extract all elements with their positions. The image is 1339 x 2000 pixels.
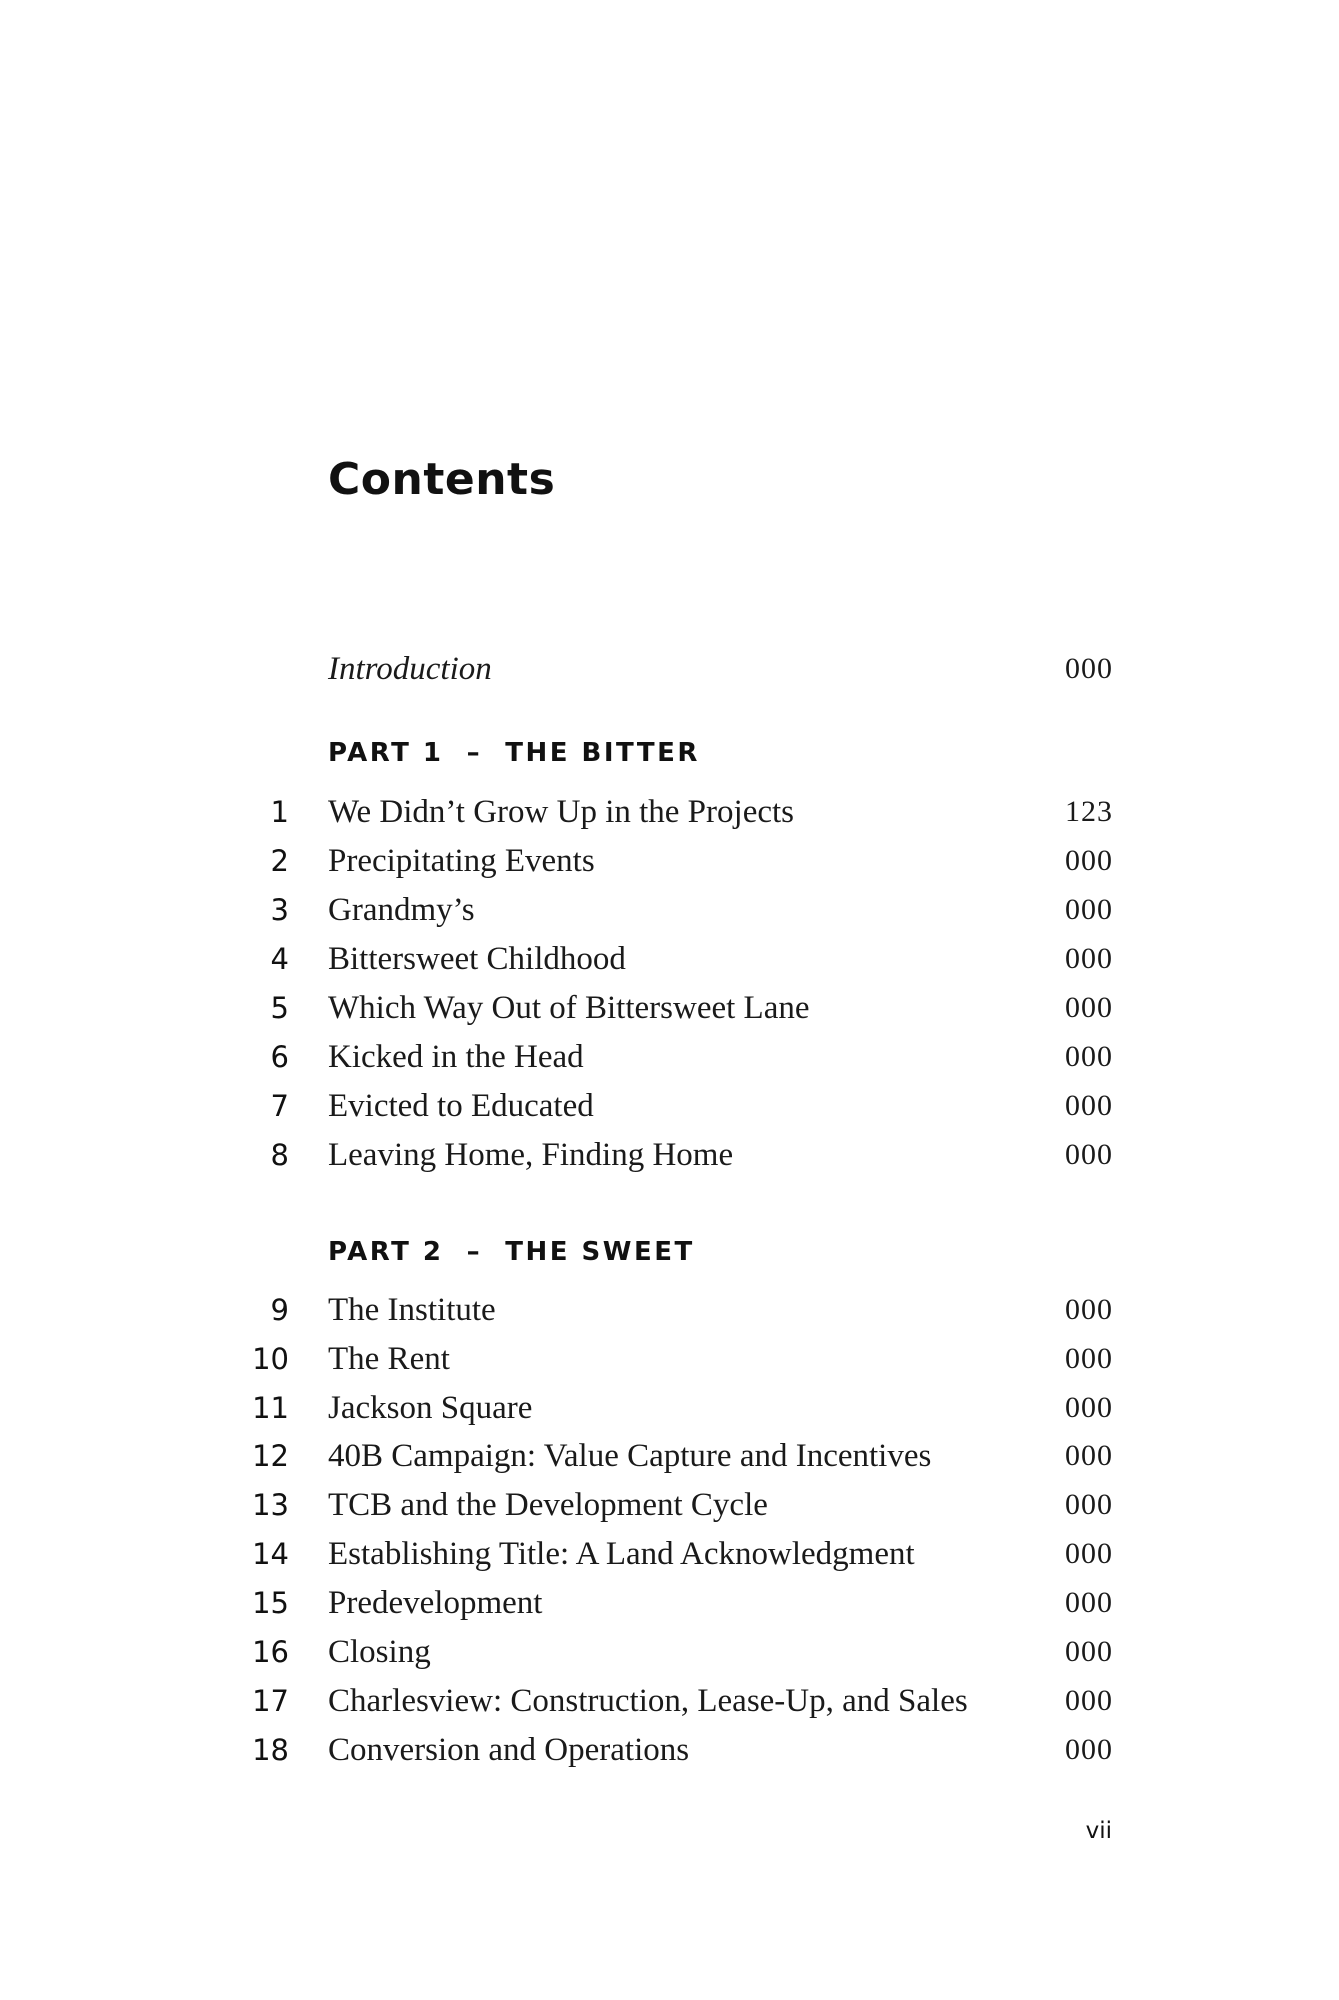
toc-entry[interactable]	[0, 788, 1339, 836]
toc-entry[interactable]	[0, 984, 1339, 1032]
entry-page-number: 000	[1065, 1089, 1113, 1122]
chapter-title: TCB and the Development Cycle	[328, 1487, 768, 1523]
chapter-title: Evicted to Educated	[328, 1088, 594, 1124]
entry-page-number: 000	[1065, 1537, 1113, 1570]
chapter-number: 10	[252, 1342, 289, 1376]
toc-entry[interactable]	[0, 1726, 1339, 1774]
chapter-title: The Institute	[328, 1292, 496, 1328]
part-heading: PART 1 – THE BITTER	[328, 738, 700, 768]
chapter-number: 15	[252, 1586, 289, 1620]
entry-page-number: 000	[1065, 1391, 1113, 1424]
toc-entry[interactable]	[0, 935, 1339, 983]
chapter-number: 14	[252, 1537, 289, 1571]
chapter-title: Jackson Square	[328, 1390, 533, 1426]
toc-entry[interactable]	[0, 1131, 1339, 1179]
chapter-title: Precipitating Events	[328, 843, 595, 879]
chapter-number: 12	[252, 1439, 289, 1473]
entry-page-number: 000	[1065, 893, 1113, 926]
chapter-number: 6	[270, 1040, 289, 1074]
toc-entry[interactable]	[0, 1530, 1339, 1578]
entry-page-number: 000	[1065, 942, 1113, 975]
entry-title: Introduction	[328, 651, 492, 687]
chapter-number: 3	[270, 893, 289, 927]
toc-entry[interactable]	[0, 1432, 1339, 1480]
chapter-number: 18	[252, 1733, 289, 1767]
chapter-title: Conversion and Operations	[328, 1732, 690, 1768]
chapter-number: 7	[270, 1089, 289, 1123]
toc-entry[interactable]	[0, 1579, 1339, 1627]
entry-page-number: 000	[1065, 1293, 1113, 1326]
toc-entry[interactable]	[0, 1082, 1339, 1130]
toc-entry[interactable]	[0, 1384, 1339, 1432]
chapter-number: 17	[252, 1684, 289, 1718]
toc-entry[interactable]	[0, 1628, 1339, 1676]
folio-page-number: vii	[1085, 1818, 1112, 1844]
chapter-title: Charlesview: Construction, Lease-Up, and Sales	[328, 1683, 968, 1719]
chapter-title: We Didn’t Grow Up in the Projects	[328, 794, 794, 830]
chapter-title: Closing	[328, 1634, 431, 1670]
toc-entry[interactable]	[0, 1286, 1339, 1334]
chapter-title: The Rent	[328, 1341, 450, 1377]
chapter-title: 40B Campaign: Value Capture and Incentives	[328, 1438, 932, 1474]
entry-page-number: 000	[1065, 1684, 1113, 1717]
chapter-number: 5	[270, 991, 289, 1025]
toc-entry-introduction[interactable]	[0, 645, 1339, 693]
toc-entry[interactable]	[0, 1033, 1339, 1081]
chapter-title: Establishing Title: A Land Acknowledgment	[328, 1536, 915, 1572]
chapter-title: Which Way Out of Bittersweet Lane	[328, 990, 810, 1026]
chapter-title: Kicked in the Head	[328, 1039, 584, 1075]
toc-entry[interactable]	[0, 1335, 1339, 1383]
page-title: Contents	[328, 454, 556, 505]
entry-page-number: 000	[1065, 1635, 1113, 1668]
entry-page-number: 000	[1065, 1138, 1113, 1171]
entry-page-number: 123	[1065, 795, 1113, 828]
chapter-number: 9	[270, 1293, 289, 1327]
entry-page-number: 000	[1065, 844, 1113, 877]
chapter-number: 4	[270, 942, 289, 976]
toc-entry[interactable]	[0, 1481, 1339, 1529]
entry-page-number: 000	[1065, 652, 1113, 685]
toc-entry[interactable]	[0, 837, 1339, 885]
chapter-number: 11	[252, 1391, 289, 1425]
entry-page-number: 000	[1065, 1439, 1113, 1472]
chapter-number: 1	[270, 795, 289, 829]
chapter-number: 13	[252, 1488, 289, 1522]
entry-page-number: 000	[1065, 1040, 1113, 1073]
chapter-number: 2	[270, 844, 289, 878]
chapter-title: Leaving Home, Finding Home	[328, 1137, 734, 1173]
entry-page-number: 000	[1065, 1586, 1113, 1619]
entry-page-number: 000	[1065, 1342, 1113, 1375]
chapter-title: Grandmy’s	[328, 892, 475, 928]
entry-page-number: 000	[1065, 1733, 1113, 1766]
part-heading: PART 2 – THE SWEET	[328, 1237, 695, 1267]
entry-page-number: 000	[1065, 991, 1113, 1024]
chapter-title: Bittersweet Childhood	[328, 941, 626, 977]
toc-entry[interactable]	[0, 1677, 1339, 1725]
chapter-number: 16	[252, 1635, 289, 1669]
chapter-number: 8	[270, 1138, 289, 1172]
entry-page-number: 000	[1065, 1488, 1113, 1521]
toc-entry[interactable]	[0, 886, 1339, 934]
chapter-title: Predevelopment	[328, 1585, 543, 1621]
